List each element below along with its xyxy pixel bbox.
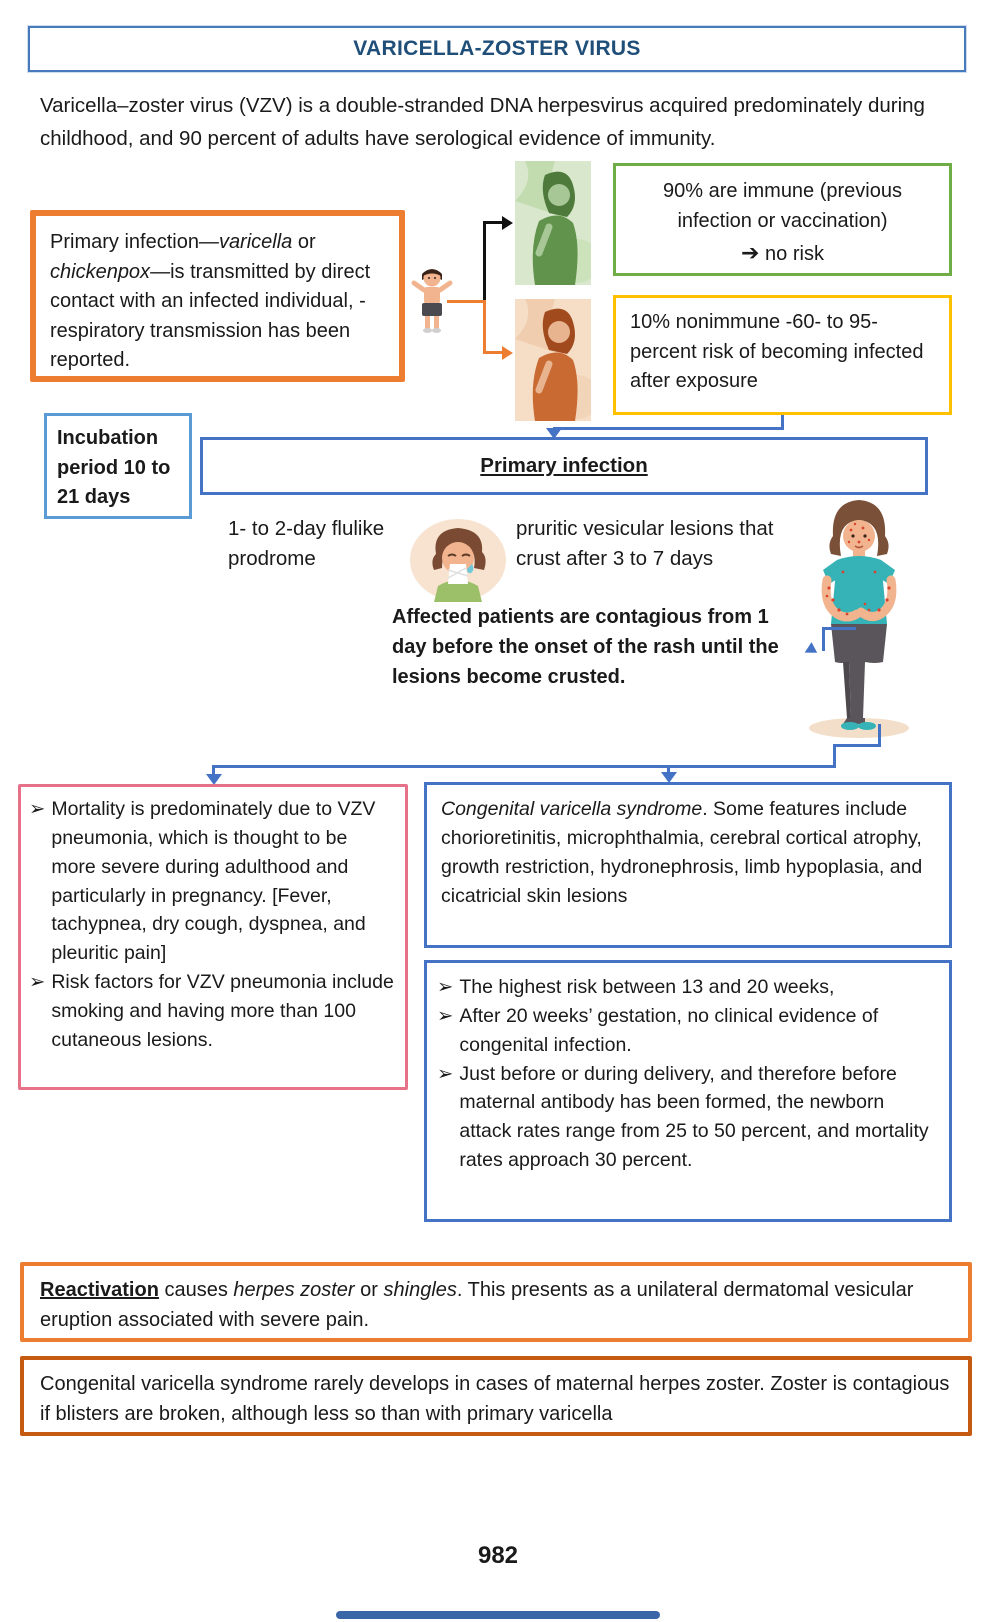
page-number: 982 [477,1542,519,1569]
exposed-woman-photo-green [515,161,591,285]
connector-woman-v [878,724,881,746]
immune-result: no risk [759,243,824,265]
weeks-bullet-1 [437,973,937,1002]
title-box [28,26,966,72]
prodrome-text: 1- to 2-day flulike prodrome [228,517,385,571]
mortality-bullet-2 [29,968,395,1055]
pointer-contagious-h [822,627,856,630]
transmission-text-chickenpox: chickenpox [50,260,151,283]
exposed-woman-photo-orange [515,299,591,421]
intro-paragraph: Varicella–zoster virus (VZV) is a double-stranded DNA herpesvirus acquired predominately during childhood, and 90 percent of adults have serological evidence of immunity. [40,94,925,150]
mortality-item-2: Risk factors for VZV pneumonia include smoking and having more than 100 cutaneous lesions. [51,971,394,1051]
transmission-text-varicella: varicella [218,231,293,253]
weeks-item-1: The highest risk between 13 and 20 weeks, [459,976,835,998]
contagious-text: Affected patients are contagious from 1 day before the onset of the rash until the lesions become crusted. [392,606,779,688]
reactivation-t6: . This presents as a unilateral dermatomal vesicular eruption associated with severe pain. [40,1279,914,1331]
primary-infection-header-box [200,437,928,495]
lesions-text: pruritic vesicular lesions that crust after 3 to 7 days [516,517,774,571]
weeks-bullet-3 [437,1060,937,1175]
weeks-bullet-2 [437,1002,937,1060]
connector-child-orange-h1 [447,300,483,303]
connector-nonimmune-h [553,427,784,430]
sneeze-icon [408,518,508,602]
transmission-text-1: Primary infection— [50,231,219,253]
transmission-text-2: or [292,231,316,253]
pointer-contagious-v [822,627,825,651]
reactivation-t2: causes [158,1279,234,1301]
arrow-right-icon: ➔ [741,240,760,265]
reactivation-word: Reactivation [40,1279,159,1301]
connector-child-black-h [483,221,503,224]
nonimmune-box: 10% nonimmune -60- to 95-percent risk of becoming infected after exposure [613,295,952,415]
connector-elbow-h [833,744,881,747]
mortality-bullet-1 [29,795,395,968]
bullet-arrow-icon: ➢ [437,976,454,998]
bullet-arrow-icon: ➢ [437,1062,454,1085]
rash-woman-illustration [803,492,915,740]
arrowhead-to-orange-photo [502,346,513,360]
mortality-box [18,784,408,1090]
connector-child-black-v [483,221,486,303]
footer-bar [336,1611,660,1619]
transmission-text-3: —is transmitted by direct contact with an infected individual, - respiratory transmission has been reported. [50,260,371,372]
reactivation-shingles: shingles [383,1279,457,1301]
connector-child-orange-v [483,300,486,353]
bullet-arrow-icon: ➢ [29,971,46,994]
bullet-arrow-icon: ➢ [437,1004,454,1027]
zoster-note-box: Congenital varicella syndrome rarely develops in cases of maternal herpes zoster. Zoster is contagious if blisters are broken, although less so than with primary varicella [20,1356,972,1436]
mortality-item-1: Mortality is predominately due to VZV pneumonia, which is thought to be more severe during adulthood and particularly in pregnancy. [Fever, tachypnea, dry cough, dyspnea, and pleuritic pain] [51,798,376,965]
congenital-rest: . Some features include chorioretinitis, microphthalmia, cerebral cortical atrophy, growth restriction, hydronephrosis, limb hypoplasia, and cicatricial skin lesions [441,798,923,907]
page-title: VARICELLA-ZOSTER VIRUS [353,37,641,60]
primary-infection-header: Primary infection [480,454,648,477]
connector-elbow-v [833,744,836,767]
child-icon [410,264,454,334]
connector-main-h [212,765,836,768]
weeks-box [424,960,952,1222]
congenital-box [424,782,952,948]
incubation-box: Incubation period 10 to 21 days [44,413,192,519]
reactivation-herpes-zoster: herpes zoster [233,1279,355,1301]
congenital-lead: Congenital varicella syndrome [441,798,703,820]
bullet-arrow-icon: ➢ [29,798,46,820]
immune-box [613,163,952,276]
reactivation-t4: or [354,1279,384,1301]
weeks-item-3: Just before or during delivery, and therefore before maternal antibody has been formed, the newborn attack rates range from 25 to 50 percent, and mortality rates approach 30 percent. [459,1062,929,1172]
reactivation-box [20,1262,972,1342]
connector-child-orange-h2 [483,351,503,354]
immune-text: 90% are immune (previous infection or vaccination) [663,180,902,232]
transmission-box [30,210,405,382]
arrowhead-to-green-photo [502,216,513,230]
weeks-item-2: After 20 weeks’ gestation, no clinical evidence of congenital infection. [459,1004,879,1056]
